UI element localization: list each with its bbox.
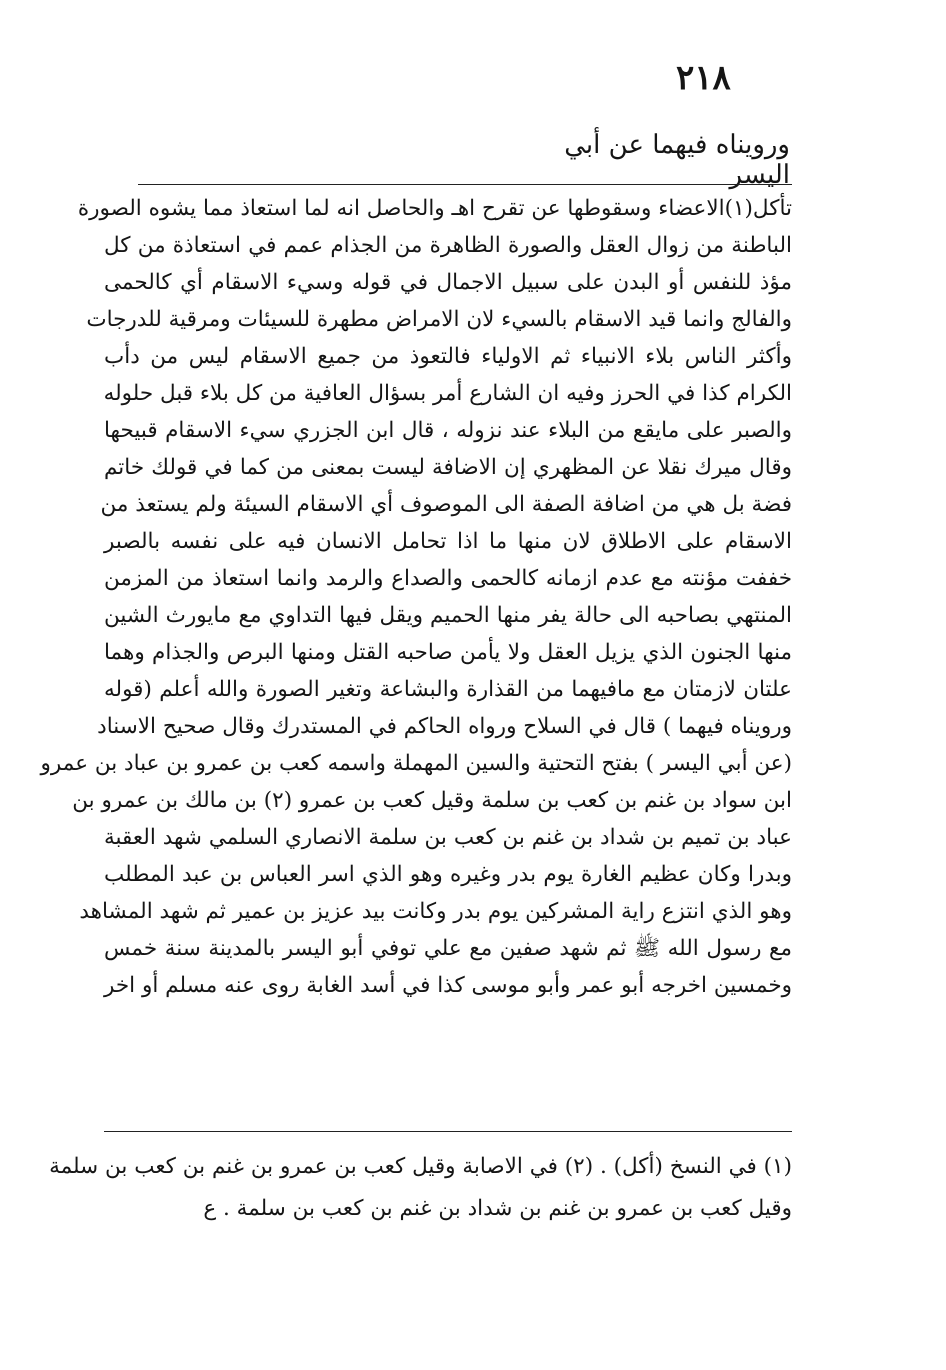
page-number: ٢١٨ (676, 58, 731, 98)
text-line: علتان لازمتان مع مافيهما من القذارة والبشاعة وتغير الصورة والله أعلم (قوله (104, 677, 792, 702)
text-line: الباطنة من زوال العقل والصورة الظاهرة من الجذام عمم في استعاذة من كل (104, 233, 792, 258)
text-line: المنتهي بصاحبه الى حالة يفر منها الحميم ويقل فيها التداوي مع مايورث الشين (104, 603, 792, 628)
footnote-rule (104, 1131, 792, 1132)
text-line: منها الجنون الذي يزيل العقل ولا يأمن صاحبه القتل ومنها البرص والجذام وهما (104, 640, 792, 665)
text-line: الاسقام على الاطلاق لان منها ما اذا تحامل الانسان فيه على نفسه بالصبر (104, 529, 792, 554)
commentary-body (40, 190, 793, 1004)
text-line: الكرام كذا في الحرز وفيه ان الشارع أمر بسؤال العافية من كل بلاء قبل حلوله (103, 381, 792, 406)
footnote-line: (١) في النسخ (أكل) . (٢) في الاصابة وقيل كعب بن عمرو بن غنم بن كعب بن سلمة (49, 1154, 792, 1179)
text-line: (عن أبي اليسر ) بفتح التحتية والسين المهملة واسمه كعب بن عمرو بن عباد بن عمرو (40, 751, 792, 776)
text-line: وقال ميرك نقلا عن المظهري إن الاضافة ليست بمعنى من كما في قولك خاتم (104, 455, 792, 480)
running-header: ورويناه فيهما عن أبي اليسر (564, 130, 790, 190)
text-line: عباد بن تميم بن شداد بن غنم بن كعب بن سلمة الانصاري السلمي شهد العقبة (104, 825, 792, 850)
text-line: خففت مؤنته مع عدم ازمانه كالحمى والصداع والرمد وانما استعاذ من المزمن (104, 566, 793, 591)
text-line: وهو الذي انتزع راية المشركين يوم بدر وكانت بيد عزيز بن عمير ثم شهد المشاهد (79, 899, 792, 924)
text-line: ابن سواد بن غنم بن كعب بن سلمة وقيل كعب بن عمرو (٢) بن مالك بن عمرو بن (72, 788, 792, 813)
footnote-line: وقيل كعب بن عمرو بن غنم بن شداد بن غنم بن كعب بن سلمة . ع (203, 1196, 792, 1221)
text-line: وبدرا وكان عظيم الغارة يوم بدر وغيره وهو الذي اسر العباس بن عبد المطلب (104, 862, 792, 887)
text-line: والفالج وانما قيد الاسقام بالسيء لان الامراض مطهرة للسيئات ومرقية للدرجات (86, 307, 792, 332)
text-line: تأكل(١)الاعضاء وسقوطها عن تقرح اهـ والحاصل انه لما استعاذ مما يشوه الصورة (77, 196, 792, 221)
text-line: مع رسول الله ﷺ ثم شهد صفين مع علي توفي أبو اليسر بالمدينة سنة خمس (104, 936, 792, 961)
text-line: والصبر على مايقع من البلاء عند نزوله ، قال ابن الجزري سيء الاسقام قبيحها (104, 418, 792, 443)
text-line: وأكثر الناس بلاء الانبياء ثم الاولياء فالتعوذ من جميع الاسقام ليس من دأب (104, 344, 792, 369)
header-rule (138, 184, 792, 185)
text-line: وخمسين اخرجه أبو عمر وأبو موسى كذا في أسد الغابة روى عنه مسلم أو اخر (104, 973, 792, 998)
text-line: فضة بل هي من اضافة الصفة الى الموصوف أي الاسقام السيئة ولم يستعذ من (100, 492, 792, 517)
text-line: ورويناه فيهما ) قال في السلاح ورواه الحاكم في المستدرك وقال صحيح الاسناد (97, 714, 792, 739)
text-line: مؤذ للنفس أو البدن على سبيل الاجمال في قوله وسيء الاسقام أي كالحمى (104, 270, 792, 295)
footnotes (49, 1146, 792, 1230)
